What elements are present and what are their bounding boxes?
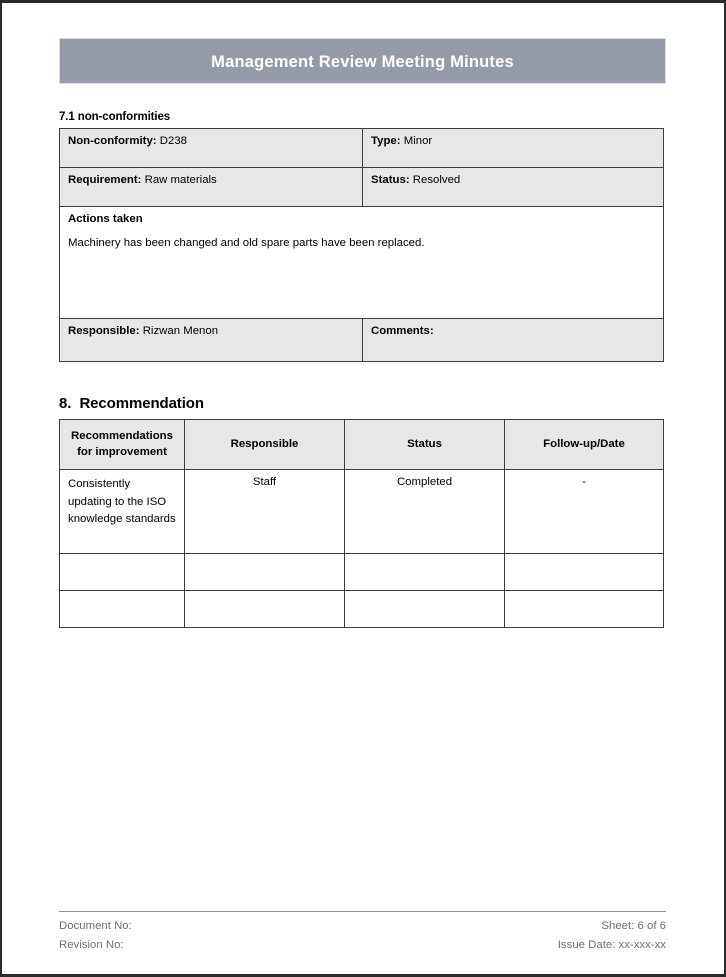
cell-responsible: Staff: [185, 470, 345, 554]
cell-type: [363, 129, 664, 168]
cell-responsible: [60, 319, 363, 362]
footer-issue-date: Issue Date: xx-xxx-xx: [557, 938, 666, 951]
footer-sheet: Sheet: 6 of 6: [601, 920, 666, 932]
nonconformity-table: [59, 128, 664, 362]
cell-followup: [505, 554, 664, 591]
responsible-value: Rizwan Menon: [142, 325, 219, 337]
cell-followup: [505, 591, 664, 628]
cell-status: [345, 554, 505, 591]
actions-taken-text: Machinery has been changed and old spare parts have been replaced.: [68, 237, 425, 249]
page-content: [59, 38, 666, 628]
actions-taken-label: Actions taken: [68, 213, 143, 225]
comments-label: Comments:: [371, 325, 434, 337]
column-header-followup: Follow-up/Date: [505, 420, 664, 470]
cell-recommendation: [60, 554, 185, 591]
type-label: Type:: [371, 135, 401, 147]
table-row: [60, 129, 664, 168]
requirement-label: Requirement:: [68, 174, 142, 186]
cell-recommendation: [60, 591, 185, 628]
status-value: Resolved: [412, 174, 461, 186]
footer-document-no: Document No:: [59, 920, 132, 932]
status-label: Status:: [371, 174, 410, 186]
responsible-label: Responsible:: [68, 325, 140, 337]
cell-status: [345, 591, 505, 628]
cell-recommendation: Consistently updating to the ISO knowledge standards: [60, 470, 185, 554]
page-footer: [59, 911, 666, 955]
document-title-banner: Management Review Meeting Minutes: [59, 38, 666, 84]
footer-row-bottom: [59, 936, 666, 955]
recommendation-table: [59, 419, 664, 628]
cell-actions-taken: [60, 207, 664, 319]
footer-revision-no: Revision No:: [59, 938, 124, 951]
cell-comments: [363, 319, 664, 362]
cell-requirement: [60, 168, 363, 207]
cell-responsible: [185, 554, 345, 591]
requirement-value: Raw materials: [144, 174, 217, 186]
section-heading-recommendation: 8. Recommendation: [59, 395, 204, 412]
cell-followup: -: [505, 470, 664, 554]
type-value: Minor: [403, 135, 433, 147]
cell-nonconformity: [60, 129, 363, 168]
column-header-recommendations: Recommendations for improvement: [60, 420, 185, 470]
table-row: [60, 207, 664, 319]
table-row: [60, 591, 664, 628]
table-row: [60, 470, 664, 554]
table-row: [60, 554, 664, 591]
column-header-status: Status: [345, 420, 505, 470]
section-heading-nonconformities: 7.1 non-conformities: [59, 111, 171, 123]
table-header-row: [60, 420, 664, 470]
column-header-responsible: Responsible: [185, 420, 345, 470]
nonconformity-value: D238: [159, 135, 187, 147]
table-row: [60, 319, 664, 362]
table-row: [60, 168, 664, 207]
footer-row-top: [59, 917, 666, 936]
cell-status: Completed: [345, 470, 505, 554]
cell-responsible: [185, 591, 345, 628]
cell-status: [363, 168, 664, 207]
nonconformity-label: Non-conformity:: [68, 135, 157, 147]
